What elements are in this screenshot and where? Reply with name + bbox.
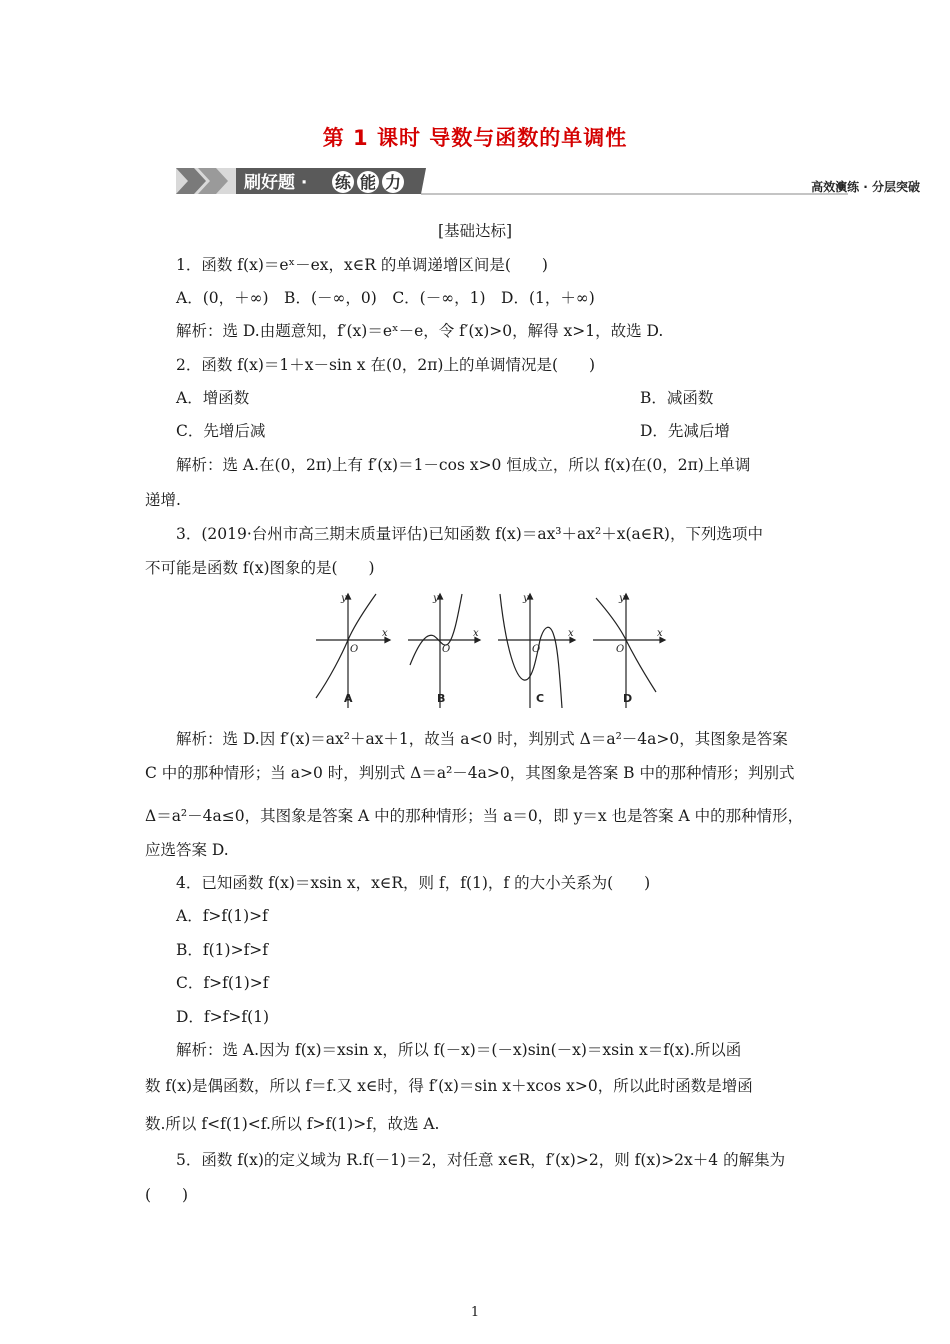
question-2-option-c: C．先增后减 <box>176 422 266 440</box>
question-3-line-1: 3．(2019·台州市高三期末质量评估)已知函数 f(x)＝ax³＋ax²＋x(a∈R)，下列选项中 <box>176 525 763 543</box>
page-number: 1 <box>470 1305 480 1320</box>
graph-d-x-label: x <box>657 628 663 639</box>
graph-c-caption: C <box>536 692 545 705</box>
section-heading: [基础达标] <box>437 222 513 240</box>
question-3-solution-line-2: C 中的那种情形；当 a>0 时，判别式 Δ＝a²－4a>0，其图象是答案 B 中的那种情形；判别式 <box>145 764 795 782</box>
question-4-solution-line-2: 数 f(x)是偶函数，所以 f＝f.又 x∈时，得 f′(x)＝sin x＋xcos x>0，所以此时函数是增函 <box>145 1077 753 1095</box>
question-3-solution-line-4: 应选答案 D. <box>145 841 229 859</box>
graph-a-origin-label: O <box>350 644 359 655</box>
question-4-option-b: B．f(1)>f>f <box>176 941 269 959</box>
graph-b-x-label: x <box>473 628 479 639</box>
banner-left-text: 刷好题 · <box>244 173 308 193</box>
question-3-solution-line-3: Δ＝a²－4a≤0，其图象是答案 A 中的那种情形；当 a＝0，即 y＝x 也是答案 A 中的那种情形， <box>145 807 804 825</box>
question-2-option-b: B．减函数 <box>640 389 714 407</box>
question-2-option-d: D．先减后增 <box>640 422 730 440</box>
graph-a-y-label: y <box>341 593 347 604</box>
question-4: 4．已知函数 f(x)＝xsin x，x∈R，则 f，f(1)，f 的大小关系为( ) <box>176 874 651 892</box>
graph-b-caption: B <box>437 692 446 705</box>
question-2-solution-line-1: 解析：选 A.在(0，2π)上有 f′(x)＝1－cos x>0 恒成立，所以 f(x)在(0，2π)上单调 <box>176 456 751 474</box>
graph-a-caption: A <box>344 692 353 705</box>
question-5-line-1: 5．函数 f(x)的定义域为 R.f(－1)＝2，对任意 x∈R，f′(x)>2，则 f(x)>2x＋4 的解集为 <box>176 1151 786 1169</box>
banner-right-text: 高效演练 · 分层突破 <box>811 180 920 194</box>
question-2: 2．函数 f(x)＝1＋x－sin x 在(0，2π)上的单调情况是( ) <box>176 356 596 374</box>
question-1-options: A．(0，＋∞) B．(－∞，0) C．(－∞，1) D．(1，＋∞) <box>176 289 595 307</box>
question-4-option-d: D．f>f>f(1) <box>176 1008 270 1026</box>
question-1-solution: 解析：选 D.由题意知，f′(x)＝eˣ－e，令 f′(x)>0，解得 x>1，故选 D. <box>176 322 664 340</box>
graph-c-x-label: x <box>568 628 574 639</box>
graph-d <box>593 594 665 708</box>
question-4-option-a: A．f>f(1)>f <box>176 907 268 925</box>
banner-char-2: 能 <box>360 173 377 192</box>
question-1: 1．函数 f(x)＝eˣ－ex，x∈R 的单调递增区间是( ) <box>176 256 548 274</box>
question-4-option-c: C．f>f(1)>f <box>176 974 269 992</box>
question-5-line-2: ( ) <box>145 1186 189 1204</box>
banner-char-3: 力 <box>385 173 402 192</box>
function-graphs-figure <box>310 590 670 715</box>
question-3-line-2: 不可能是函数 f(x)图象的是( ) <box>145 559 375 577</box>
graph-c-origin-label: O <box>532 644 541 655</box>
graph-a-x-label: x <box>382 628 388 639</box>
graph-d-origin-label: O <box>616 644 625 655</box>
graph-b-y-label: y <box>433 593 439 604</box>
graph-d-caption: D <box>623 692 633 705</box>
question-3-solution-line-1: 解析：选 D.因 f′(x)＝ax²＋ax＋1，故当 a<0 时，判别式 Δ＝a²－4a>0，其图象是答案 <box>176 730 788 748</box>
banner-char-1: 练 <box>335 173 352 192</box>
page-title: 第 1 课时 导数与函数的单调性 <box>322 126 628 150</box>
graph-d-y-label: y <box>619 593 625 604</box>
question-4-solution-line-3: 数.所以 f<f(1)<f.所以 f>f(1)>f，故选 A. <box>145 1115 440 1133</box>
section-banner <box>176 160 848 198</box>
graph-b-origin-label: O <box>442 644 451 655</box>
graph-c-y-label: y <box>523 593 529 604</box>
question-2-solution-line-2: 递增. <box>145 491 181 509</box>
question-4-solution-line-1: 解析：选 A.因为 f(x)＝xsin x，所以 f(－x)＝(－x)sin(－x)＝xsin x＝f(x).所以函 <box>176 1041 742 1059</box>
question-2-option-a: A．增函数 <box>176 389 250 407</box>
